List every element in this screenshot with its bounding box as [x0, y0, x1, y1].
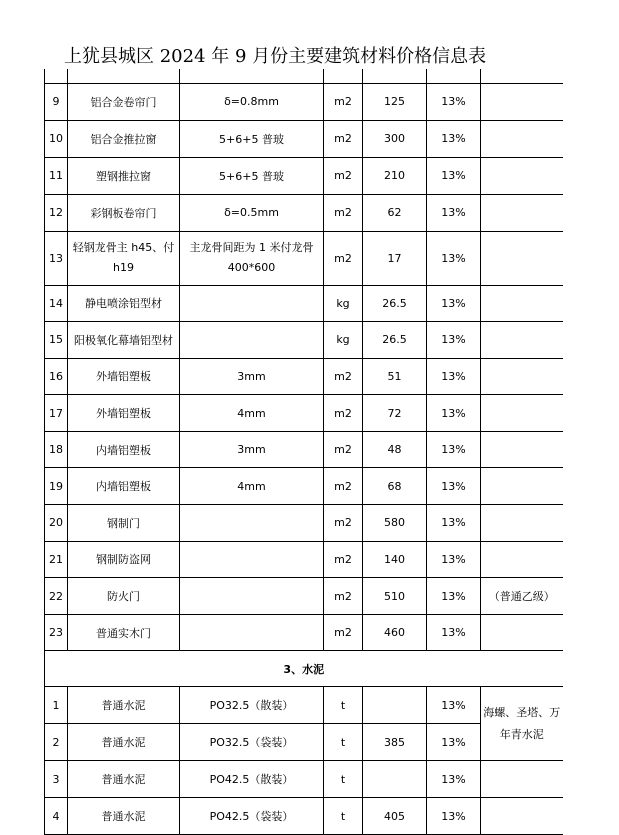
material-spec: δ=0.5mm: [180, 194, 324, 231]
table-row: [45, 431, 563, 468]
unit: m2: [324, 194, 363, 231]
material-name: 普通水泥: [68, 761, 180, 798]
material-name: 普通水泥: [68, 798, 180, 835]
tax-rate: 13%: [427, 285, 481, 322]
price: 48: [363, 431, 427, 468]
price-table: [44, 69, 563, 835]
material-spec: [180, 505, 324, 542]
tax-rate: 13%: [427, 505, 481, 542]
material-spec: 3mm: [180, 358, 324, 395]
unit: kg: [324, 285, 363, 322]
row-number: 14: [45, 285, 68, 322]
row-number: 9: [45, 83, 68, 120]
row-number: 1: [45, 687, 68, 724]
material-name: 钢制防盗网: [68, 541, 180, 578]
table-row: [45, 541, 563, 578]
table-row: [45, 614, 563, 651]
material-spec: 5+6+5 普玻: [180, 157, 324, 194]
price: 460: [363, 614, 427, 651]
price: 580: [363, 505, 427, 542]
table-row: [45, 505, 563, 542]
material-spec: PO42.5（袋装）: [180, 798, 324, 835]
unit: m2: [324, 468, 363, 505]
remark: 海螺、圣塔、万 年青水泥: [481, 687, 563, 761]
row-number: 19: [45, 468, 68, 505]
row-number: 21: [45, 541, 68, 578]
material-spec: PO32.5（袋装）: [180, 724, 324, 761]
material-name: 塑钢推拉窗: [68, 157, 180, 194]
row-number: 20: [45, 505, 68, 542]
cell: [45, 69, 68, 83]
unit: m2: [324, 83, 363, 120]
tax-rate: 13%: [427, 83, 481, 120]
price: 68: [363, 468, 427, 505]
table-row: [45, 358, 563, 395]
unit: m2: [324, 358, 363, 395]
unit: m2: [324, 157, 363, 194]
price: 125: [363, 83, 427, 120]
row-number: 16: [45, 358, 68, 395]
row-number: 2: [45, 724, 68, 761]
material-spec: 4mm: [180, 395, 324, 432]
row-number: 13: [45, 231, 68, 285]
row-number: 12: [45, 194, 68, 231]
material-name: 静电喷涂铝型材: [68, 285, 180, 322]
unit: t: [324, 761, 363, 798]
remark: [481, 231, 563, 285]
material-spec: [180, 578, 324, 615]
unit: m2: [324, 614, 363, 651]
row-number: 22: [45, 578, 68, 615]
material-name: 外墙铝塑板: [68, 395, 180, 432]
row-number: 17: [45, 395, 68, 432]
material-spec: [180, 322, 324, 359]
unit: t: [324, 724, 363, 761]
tax-rate: 13%: [427, 614, 481, 651]
tax-rate: 13%: [427, 468, 481, 505]
tax-rate: 13%: [427, 194, 481, 231]
price: 405: [363, 798, 427, 835]
price: [363, 687, 427, 724]
table-row: [45, 194, 563, 231]
table-row: [45, 761, 563, 798]
cell: [180, 69, 324, 83]
price: 26.5: [363, 322, 427, 359]
material-name: 轻钢龙骨主 h45、付 h19: [68, 231, 180, 285]
material-name: 阳极氧化幕墙铝型材: [68, 322, 180, 359]
unit: m2: [324, 431, 363, 468]
material-spec: [180, 285, 324, 322]
price: 72: [363, 395, 427, 432]
remark: [481, 322, 563, 359]
material-spec: 3mm: [180, 431, 324, 468]
material-spec: 4mm: [180, 468, 324, 505]
unit: m2: [324, 578, 363, 615]
table-row: [45, 285, 563, 322]
tax-rate: 13%: [427, 541, 481, 578]
price: 51: [363, 358, 427, 395]
remark: [481, 194, 563, 231]
tax-rate: 13%: [427, 687, 481, 724]
price: 385: [363, 724, 427, 761]
table-row: [45, 120, 563, 157]
table-row: [45, 83, 563, 120]
remark: [481, 505, 563, 542]
unit: m2: [324, 505, 363, 542]
price: 140: [363, 541, 427, 578]
remark: [481, 395, 563, 432]
tax-rate: 13%: [427, 431, 481, 468]
table-row: [45, 231, 563, 285]
material-name: 普通水泥: [68, 724, 180, 761]
table-row: [45, 157, 563, 194]
tax-rate: 13%: [427, 798, 481, 835]
tax-rate: 13%: [427, 578, 481, 615]
section-header-row: [45, 651, 563, 687]
row-number: 11: [45, 157, 68, 194]
material-spec: [180, 614, 324, 651]
tax-rate: 13%: [427, 761, 481, 798]
cell: [363, 69, 427, 83]
price: 62: [363, 194, 427, 231]
remark: [481, 798, 563, 835]
remark: [481, 83, 563, 120]
table-row: [45, 468, 563, 505]
cell: [68, 69, 180, 83]
table-row: [45, 578, 563, 615]
remark: [481, 761, 563, 798]
price: 17: [363, 231, 427, 285]
price: 210: [363, 157, 427, 194]
cell: [427, 69, 481, 83]
material-spec: PO32.5（散装）: [180, 687, 324, 724]
table-body: [45, 69, 563, 835]
table-row: [45, 687, 563, 724]
remark: [481, 541, 563, 578]
row-number: 3: [45, 761, 68, 798]
unit: m2: [324, 541, 363, 578]
page-title: 上犹县城区 2024 年 9 月份主要建筑材料价格信息表: [64, 46, 487, 67]
unit: m2: [324, 395, 363, 432]
material-name: 内墙铝塑板: [68, 468, 180, 505]
remark: [481, 358, 563, 395]
table-row: [45, 798, 563, 835]
material-name: 普通实木门: [68, 614, 180, 651]
tax-rate: 13%: [427, 724, 481, 761]
tax-rate: 13%: [427, 358, 481, 395]
remark: [481, 614, 563, 651]
material-spec: 主龙骨间距为 1 米付龙骨 400*600: [180, 231, 324, 285]
material-name: 铝合金推拉窗: [68, 120, 180, 157]
row-number: 18: [45, 431, 68, 468]
unit: m2: [324, 120, 363, 157]
material-name: 铝合金卷帘门: [68, 83, 180, 120]
price: 26.5: [363, 285, 427, 322]
cell: [324, 69, 363, 83]
tax-rate: 13%: [427, 120, 481, 157]
material-name: 外墙铝塑板: [68, 358, 180, 395]
material-name: 普通水泥: [68, 687, 180, 724]
row-number: 4: [45, 798, 68, 835]
material-name: 防火门: [68, 578, 180, 615]
row-number: 10: [45, 120, 68, 157]
tax-rate: 13%: [427, 322, 481, 359]
price: [363, 761, 427, 798]
tax-rate: 13%: [427, 157, 481, 194]
unit: m2: [324, 231, 363, 285]
material-name: 钢制门: [68, 505, 180, 542]
unit: t: [324, 798, 363, 835]
price: 300: [363, 120, 427, 157]
price: 510: [363, 578, 427, 615]
unit: t: [324, 687, 363, 724]
remark: （普通乙级）: [481, 578, 563, 615]
material-spec: PO42.5（散装）: [180, 761, 324, 798]
unit: kg: [324, 322, 363, 359]
material-name: 彩钢板卷帘门: [68, 194, 180, 231]
cell: [481, 69, 563, 83]
material-spec: [180, 541, 324, 578]
table-row: [45, 69, 563, 83]
material-spec: 5+6+5 普玻: [180, 120, 324, 157]
remark: [481, 120, 563, 157]
table-row: [45, 322, 563, 359]
row-number: 15: [45, 322, 68, 359]
table-row: [45, 395, 563, 432]
remark: [481, 157, 563, 194]
section-title: 3、水泥: [45, 651, 563, 687]
remark: [481, 431, 563, 468]
row-number: 23: [45, 614, 68, 651]
tax-rate: 13%: [427, 395, 481, 432]
material-name: 内墙铝塑板: [68, 431, 180, 468]
remark: [481, 468, 563, 505]
tax-rate: 13%: [427, 231, 481, 285]
material-spec: δ=0.8mm: [180, 83, 324, 120]
remark: [481, 285, 563, 322]
